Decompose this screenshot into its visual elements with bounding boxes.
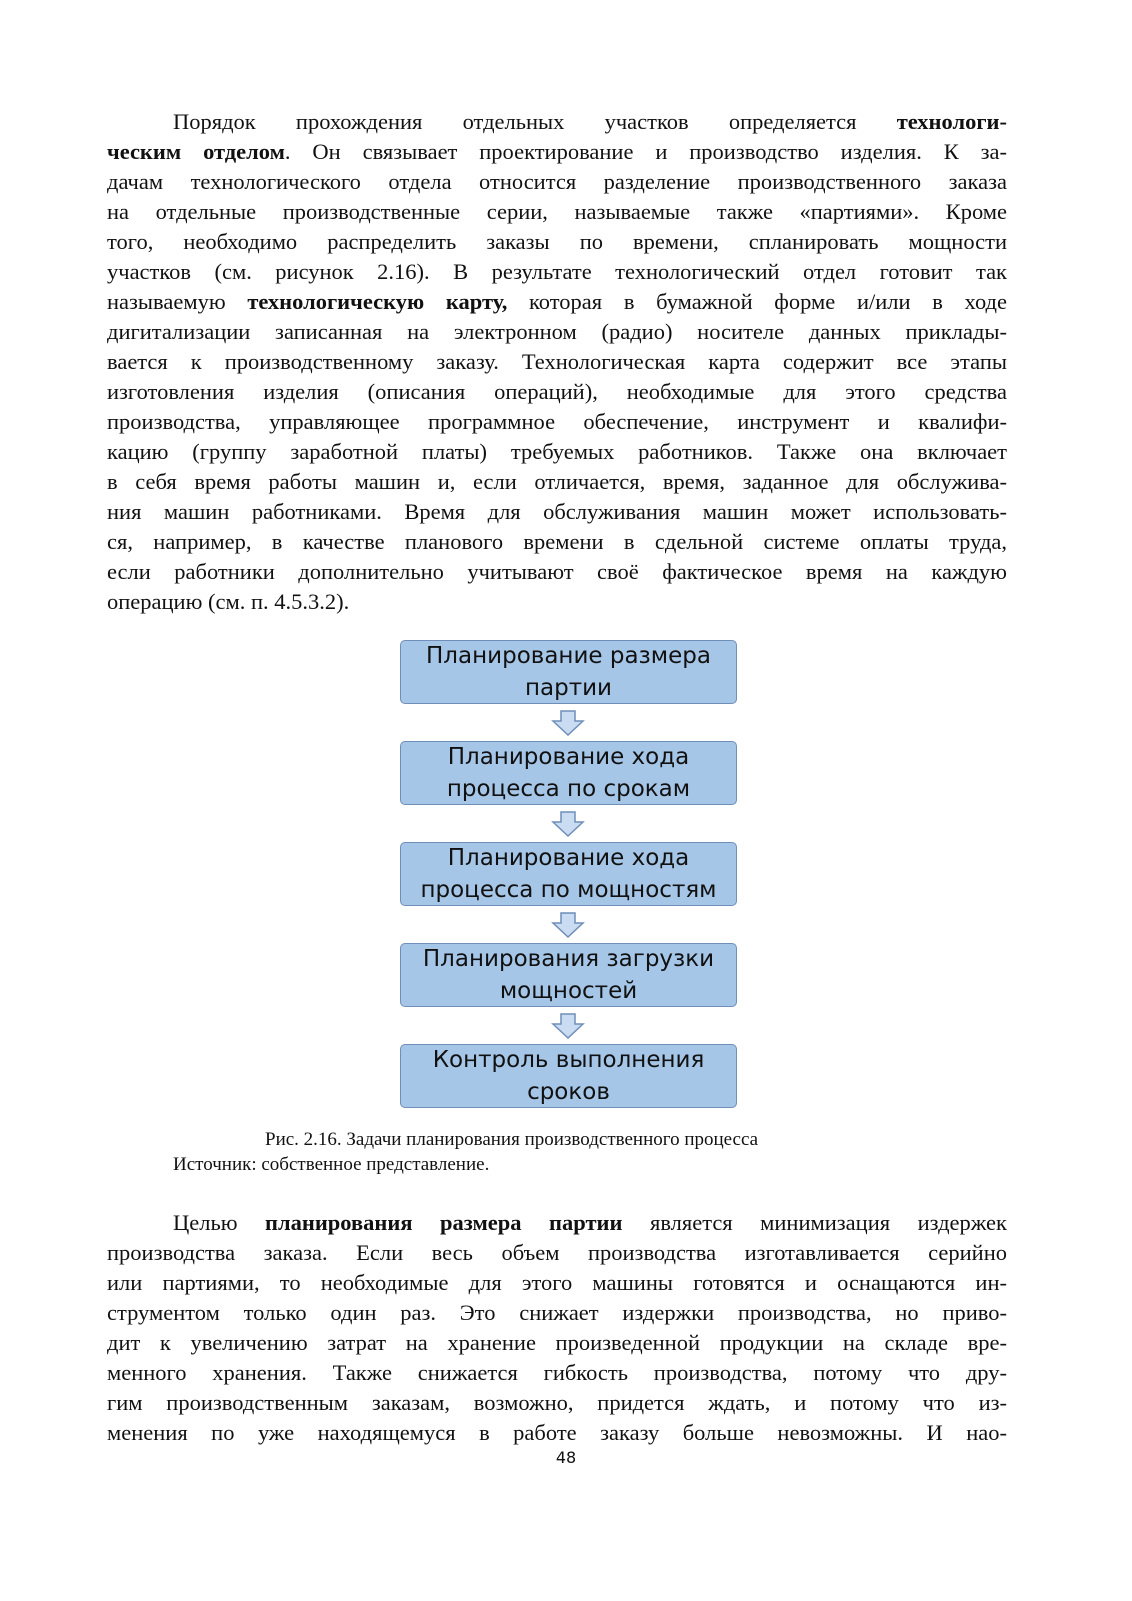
p1-line-8: дигитализации записанная на электронном (радио) носителе данных приклады- xyxy=(107,319,1007,344)
p1-line-10: изготовления изделия (описания операций), необходимые для этого средства xyxy=(107,379,1007,404)
p1-line-4: на отдельные производственные серии, называемые также «партиями». Кроме xyxy=(107,199,1007,224)
p2-line-1-text-c: является минимизация издержек xyxy=(622,1210,1007,1235)
p2-line-7: гим производственным заказам, возможно, придется ждать, и потому что из- xyxy=(107,1390,1007,1415)
p1-line-2-text: . Он связывает проектирование и производство изделия. К за- xyxy=(284,139,1007,164)
p1-line-6: участков (см. рисунок 2.16). В результате технологический отдел готовит так xyxy=(107,259,1007,284)
p1-line-7-text-c: которая в бумажной форме и/или в ходе xyxy=(507,289,1007,314)
p1-line-13: в себя время работы машин и, если отличается, время, заданное для обслужива- xyxy=(107,469,1007,494)
diagram-box-batch-size xyxy=(400,640,737,704)
p1-line-11: производства, управляющее программное обеспечение, инструмент и квалифи- xyxy=(107,409,1007,434)
p2-line-8: менения по уже находящемуся в работе заказу больше невозможны. И нао- xyxy=(107,1420,1007,1445)
bold-term-batch-size-planning: планирования размера партии xyxy=(265,1210,623,1235)
bold-term-technological-department: технологи- xyxy=(896,109,1007,134)
page-number: 48 xyxy=(555,1448,577,1467)
p1-line-9: вается к производственному заказу. Технологическая карта содержит все этапы xyxy=(107,349,1007,374)
diagram-box-control xyxy=(400,1044,737,1108)
down-arrow-icon xyxy=(551,710,585,736)
p1-line-17: операцию (см. п. 4.5.3.2). xyxy=(107,589,350,614)
down-arrow-icon xyxy=(551,912,585,938)
bold-term-department: ческим отделом xyxy=(107,139,285,164)
diagram-box-schedule xyxy=(400,741,737,805)
diagram-box-label: Планирование хода процесса по мощностям xyxy=(420,845,717,903)
down-arrow-icon xyxy=(551,811,585,837)
p1-line-1-text: Порядок прохождения отдельных участков определяется xyxy=(173,109,897,134)
figure-source: Источник: собственное представление. xyxy=(173,1154,490,1175)
p1-line-16: если работники дополнительно учитывают своё фактическое время на каждую xyxy=(107,559,1007,584)
p1-line-1 xyxy=(173,107,1007,137)
p2-line-2: производства заказа. Если весь объем производства изготавливается серийно xyxy=(107,1240,1007,1265)
p1-line-2 xyxy=(107,137,1007,167)
p1-line-14: ния машин работниками. Время для обслуживания машин может использовать- xyxy=(107,499,1007,524)
p1-line-12: кацию (группу заработной платы) требуемых работников. Также она включает xyxy=(107,439,1007,464)
diagram-box-load xyxy=(400,943,737,1007)
p1-line-5: того, необходимо распределить заказы по времени, спланировать мощности xyxy=(107,229,1007,254)
diagram-box-capacity xyxy=(400,842,737,906)
p2-line-1 xyxy=(173,1208,1007,1238)
p2-line-1-text-a: Целью xyxy=(173,1210,266,1235)
p1-line-7 xyxy=(107,287,1007,317)
diagram-box-label: Планирование размера партии xyxy=(426,643,711,701)
p2-line-6: менного хранения. Также снижается гибкость производства, потому что дру- xyxy=(107,1360,1007,1385)
bold-term-technological-map: технологическую карту, xyxy=(247,289,508,314)
p1-line-15: ся, например, в качестве планового времени в сдельной системе оплаты труда, xyxy=(107,529,1007,554)
p2-line-4: струментом только один раз. Это снижает издержки производства, но приво- xyxy=(107,1300,1007,1325)
diagram-box-label: Планирования загрузки мощностей xyxy=(422,946,715,1004)
p1-line-7-text-a: называемую xyxy=(107,289,248,314)
diagram-box-label: Контроль выполнения сроков xyxy=(432,1047,705,1105)
p2-line-5: дит к увеличению затрат на хранение произведенной продукции на складе вре- xyxy=(107,1330,1007,1355)
p2-line-3: или партиями, то необходимые для этого машины готовятся и оснащаются ин- xyxy=(107,1270,1007,1295)
down-arrow-icon xyxy=(551,1013,585,1039)
figure-caption: Рис. 2.16. Задачи планирования производственного процесса xyxy=(265,1129,759,1150)
p1-line-3: дачам технологического отдела относится разделение производственного заказа xyxy=(107,169,1007,194)
diagram-box-label: Планирование хода процесса по срокам xyxy=(446,744,691,802)
